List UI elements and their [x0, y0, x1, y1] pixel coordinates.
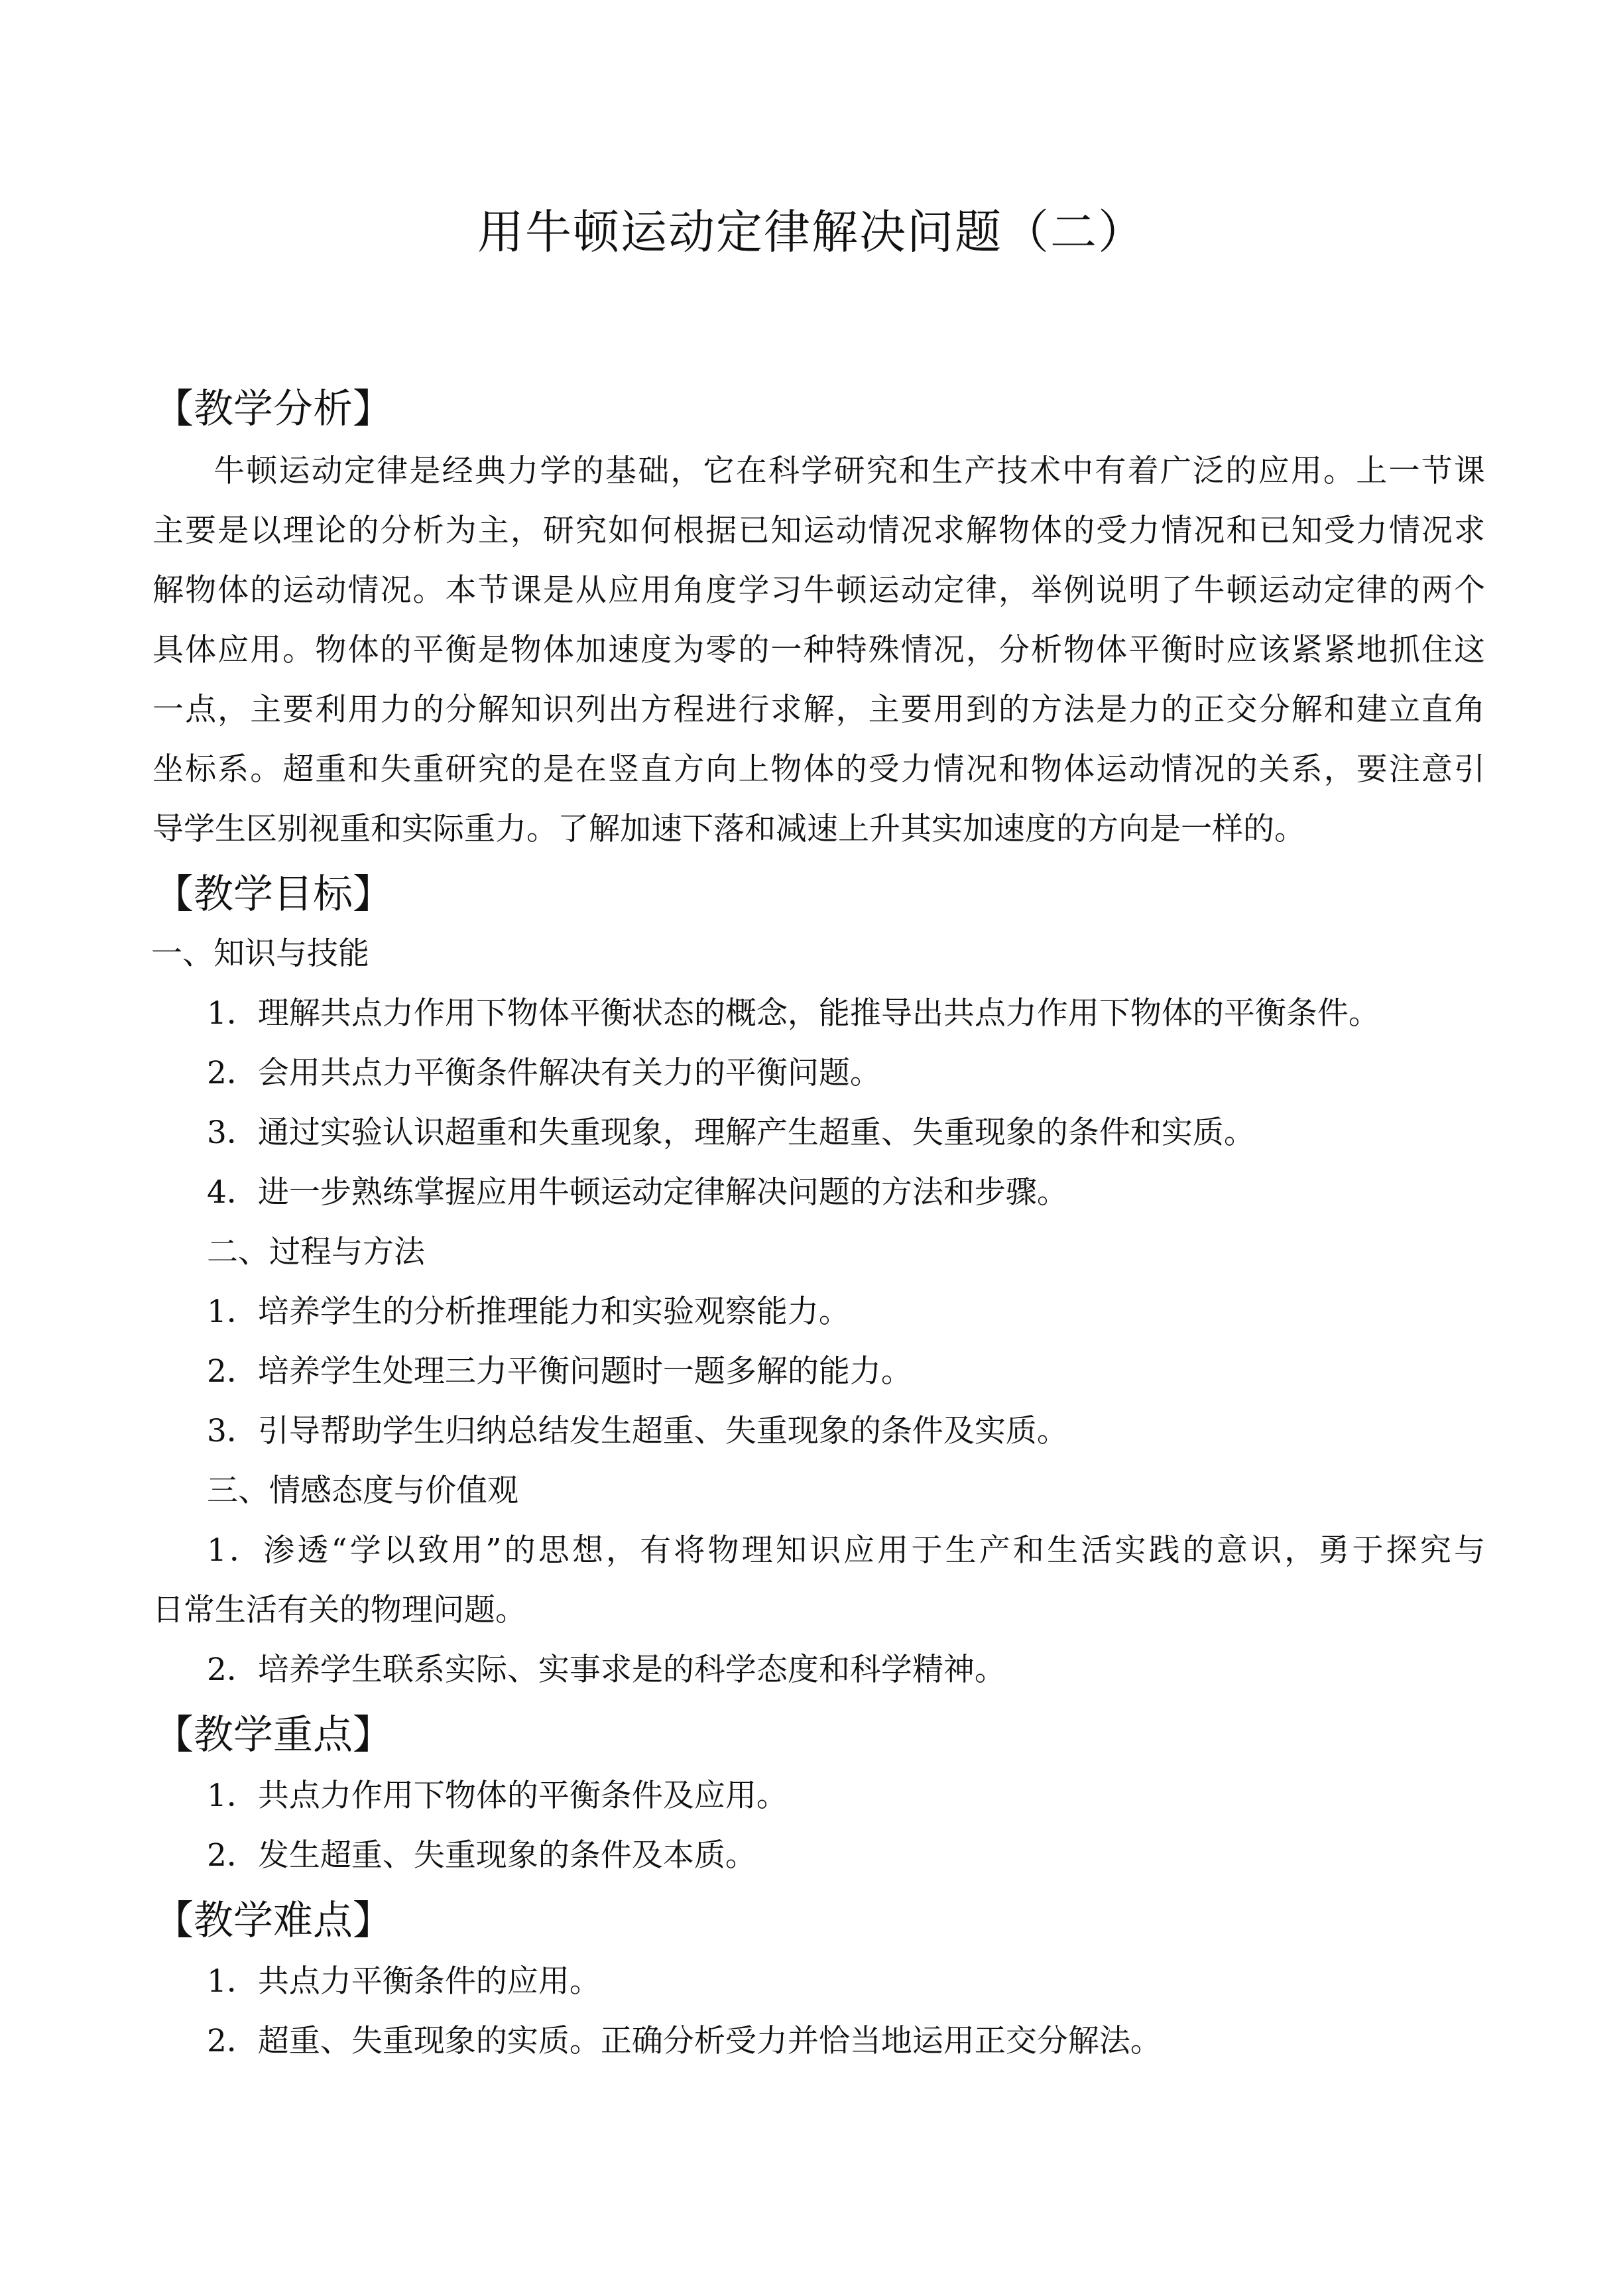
list-item: 4．进一步熟练掌握应用牛顿运动定律解决问题的方法和步骤。 — [207, 1174, 1068, 1211]
paragraph-line: 解物体的运动情况。本节课是从应用角度学习牛顿运动定律，举例说明了牛顿运动定律的两个 — [152, 572, 1485, 609]
subsection-heading-attitude: 三、情感态度与价值观 — [207, 1473, 518, 1509]
section-heading-analysis: 【教学分析】 — [154, 386, 392, 432]
list-item: 2．发生超重、失重现象的条件及本质。 — [207, 1837, 756, 1874]
paragraph-line: 主要是以理论的分析为主，研究如何根据已知运动情况求解物体的受力情况和已知受力情况求 — [152, 513, 1485, 549]
list-item: 2．会用共点力平衡条件解决有关力的平衡问题。 — [207, 1055, 881, 1091]
document-title: 用牛顿运动定律解决问题（二） — [477, 205, 1146, 259]
list-item: 3．通过实验认识超重和失重现象，理解产生超重、失重现象的条件和实质。 — [207, 1115, 1255, 1151]
paragraph-line: 一点，主要利用力的分解知识列出方程进行求解，主要用到的方法是力的正交分解和建立直角 — [152, 692, 1485, 728]
list-item: 2．培养学生处理三力平衡问题时一题多解的能力。 — [207, 1353, 912, 1390]
list-item: 2．超重、失重现象的实质。正确分析受力并恰当地运用正交分解法。 — [207, 2023, 1162, 2059]
list-item: 1．培养学生的分析推理能力和实验观察能力。 — [207, 1294, 850, 1330]
list-item: 1．理解共点力作用下物体平衡状态的概念，能推导出共点力作用下物体的平衡条件。 — [207, 995, 1380, 1032]
section-heading-objectives: 【教学目标】 — [154, 871, 392, 918]
paragraph-line: 坐标系。超重和失重研究的是在竖直方向上物体的受力情况和物体运动情况的关系，要注意引 — [152, 751, 1485, 788]
paragraph-line: 具体应用。物体的平衡是物体加速度为零的一种特殊情况，分析物体平衡时应该紧紧地抓住这 — [152, 632, 1485, 668]
paragraph-line: 牛顿运动定律是经典力学的基础，它在科学研究和生产技术中有着广泛的应用。上一节课 — [213, 453, 1485, 489]
list-item: 1．渗透“学以致用”的思想，有将物理知识应用于生产和生活实践的意识，勇于探究与 — [207, 1532, 1485, 1569]
subsection-heading-process: 二、过程与方法 — [207, 1234, 425, 1270]
section-heading-key-points: 【教学重点】 — [154, 1712, 392, 1758]
list-item: 1．共点力作用下物体的平衡条件及应用。 — [207, 1778, 788, 1814]
list-item: 1．共点力平衡条件的应用。 — [207, 1963, 601, 2000]
list-item: 2．培养学生联系实际、实事求是的科学态度和科学精神。 — [207, 1652, 1006, 1688]
list-item: 3．引导帮助学生归纳总结发生超重、失重现象的条件及实质。 — [207, 1413, 1068, 1449]
subsection-heading-knowledge: 一、知识与技能 — [151, 936, 369, 972]
list-item-continuation: 日常生活有关的物理问题。 — [152, 1592, 526, 1628]
section-heading-difficulties: 【教学难点】 — [154, 1898, 392, 1944]
paragraph-line: 导学生区别视重和实际重力。了解加速下落和减速上升其实加速度的方向是一样的。 — [152, 811, 1305, 847]
